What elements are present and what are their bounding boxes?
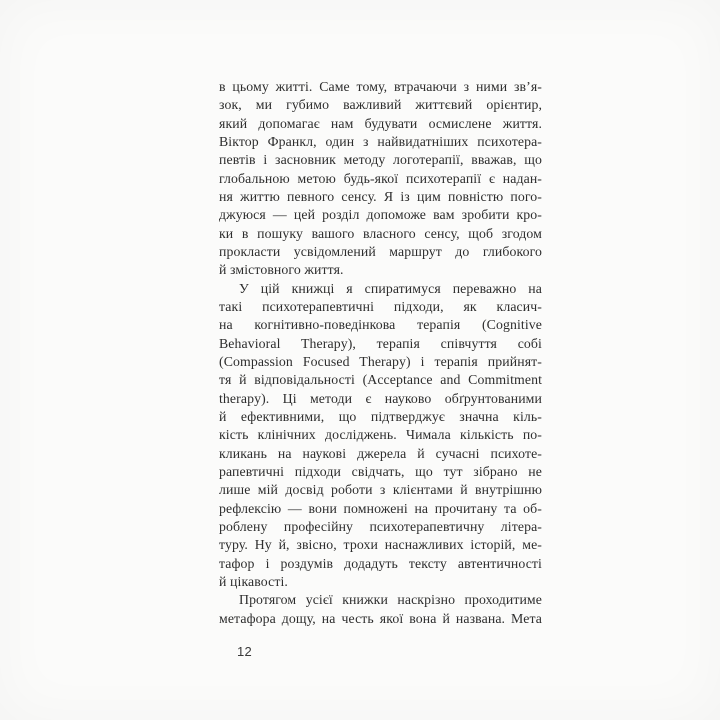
paragraph bbox=[219, 591, 542, 628]
text-line: therapy). Ці методи є науково обґрунтованими bbox=[219, 390, 542, 406]
text-line: джуюся — цей розділ допоможе вам зробити кро- bbox=[219, 207, 542, 223]
text-line: й цікавості. bbox=[219, 573, 288, 589]
text-line: тя й відповідальності (Acceptance and Commitment bbox=[219, 372, 542, 388]
text-line: на когнітивно-поведінкова терапія (Cognitive bbox=[219, 317, 542, 333]
text-line: Протягом усієї книжки наскрізно проходитиме bbox=[239, 592, 542, 608]
text-line: й ефективними, що підтверджує значна кіль- bbox=[219, 408, 542, 424]
text-line: Віктор Франкл, один з найвидатніших психотера- bbox=[219, 133, 542, 149]
text-line: лише мій досвід роботи з клієнтами й внутрішню bbox=[219, 482, 542, 498]
text-line: Behavioral Therapy), терапія співчуття собі bbox=[219, 335, 542, 351]
text-line: У цій книжці я спиратимуся переважно на bbox=[239, 280, 542, 296]
page-number: 12 bbox=[237, 644, 253, 659]
text-line: ки в пошуку вашого власного сенсу, щоб згодом bbox=[219, 225, 542, 241]
text-line: глобальною метою будь-якої психотерапії є надан- bbox=[219, 170, 542, 186]
text-line: такі психотерапевтичні підходи, як класич- bbox=[219, 298, 542, 314]
text-line: прокласти усвідомлений маршрут до глибокого bbox=[219, 243, 542, 259]
text-line: який допомагає нам будувати осмислене життя. bbox=[219, 115, 542, 131]
text-line: й змістовного життя. bbox=[219, 262, 344, 278]
paragraph bbox=[219, 280, 542, 592]
text-line: роблену професійну психотерапевтичну літера- bbox=[219, 518, 542, 534]
text-line: кликань на наукові джерела й сучасні психоте- bbox=[219, 445, 542, 461]
page-text bbox=[219, 78, 542, 628]
text-line: рапевтичні підходи свідчать, що тут зібрано не bbox=[219, 463, 542, 479]
paragraph bbox=[219, 78, 542, 280]
text-line: кість клінічних досліджень. Чимала кількість по- bbox=[219, 427, 542, 443]
text-line: туру. Ну й, звісно, трохи наснажливих історій, ме- bbox=[219, 537, 542, 553]
text-line: в цьому житті. Саме тому, втрачаючи з ними зв’я- bbox=[219, 79, 542, 94]
text-line: ня життю певного сенсу. Я із цим повністю пого- bbox=[219, 188, 542, 204]
text-line: (Compassion Focused Therapy) і терапія прийнят- bbox=[219, 353, 542, 369]
text-line: метафора дощу, на честь якої вона й названа. Мета bbox=[219, 610, 542, 626]
text-line: певтів і засновник методу логотерапії, вважав, що bbox=[219, 152, 542, 168]
text-line: тафор і роздумів додадуть тексту автентичності bbox=[219, 555, 542, 571]
text-line: зок, ми губимо важливий життєвий орієнтир, bbox=[219, 97, 542, 113]
text-line: рефлексію — вони помножені на прочитану та об- bbox=[219, 500, 542, 516]
